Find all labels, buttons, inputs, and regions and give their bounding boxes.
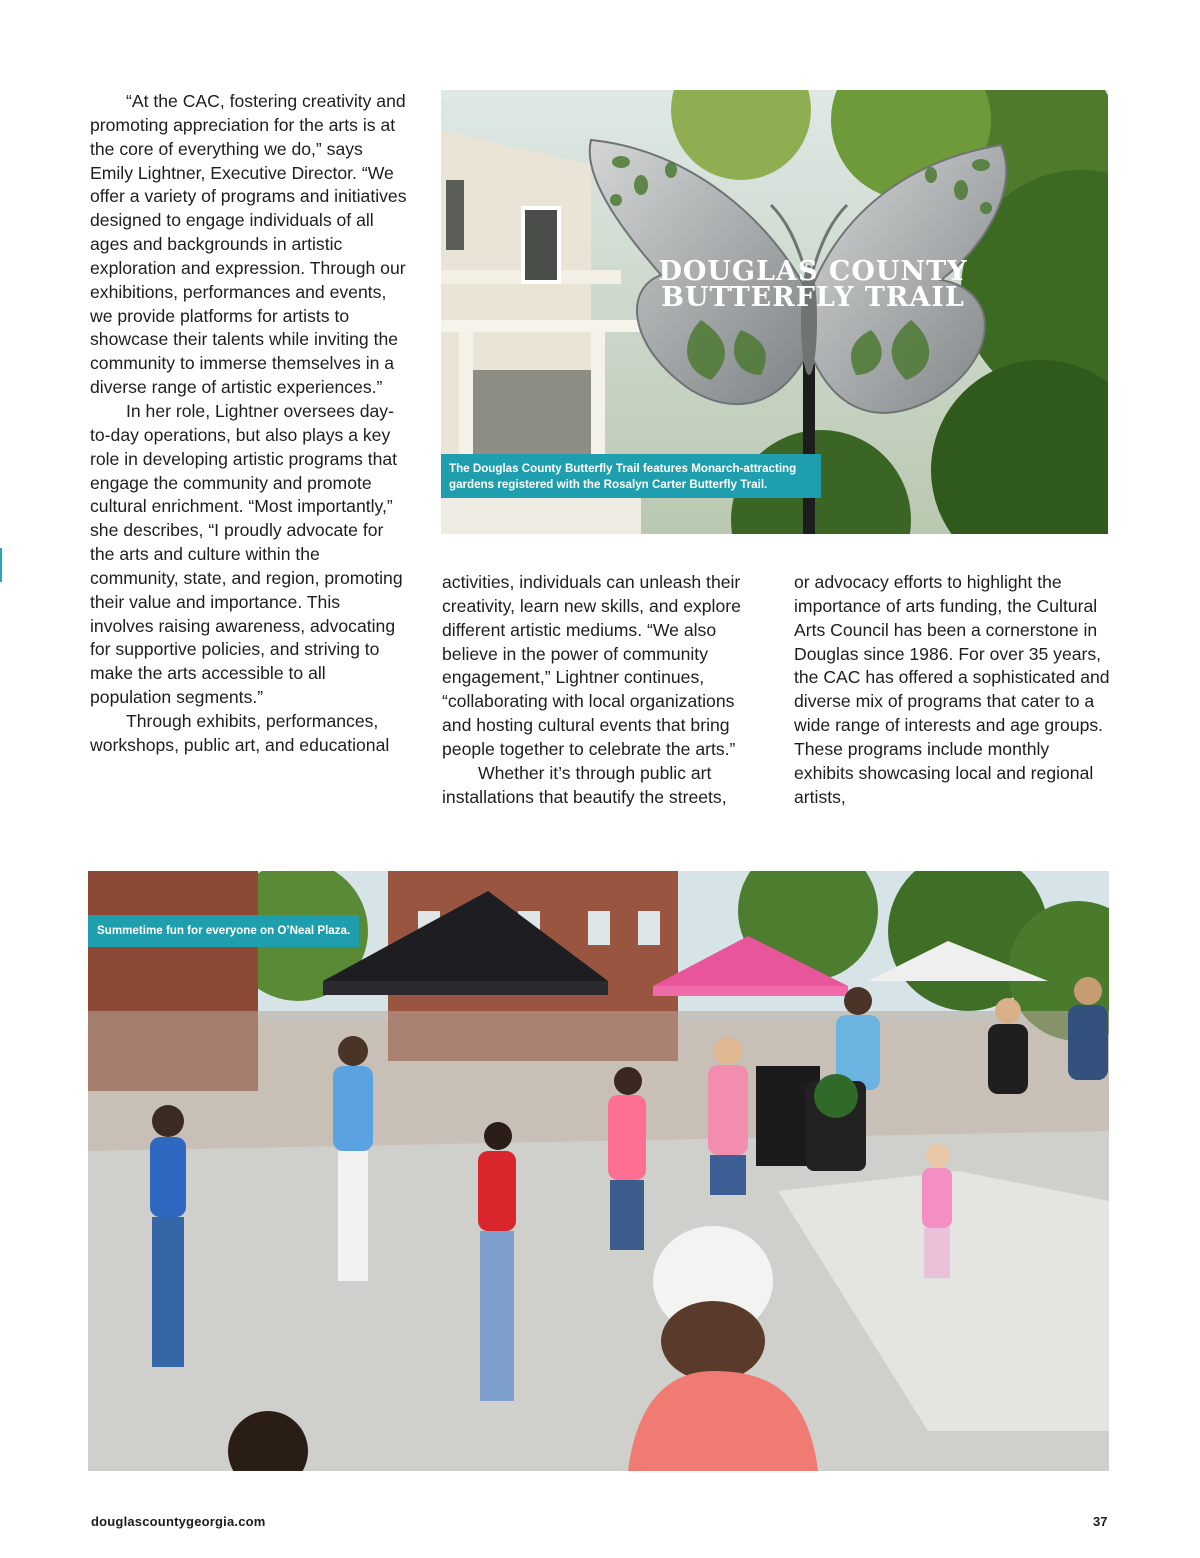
paragraph: “At the CAC, fostering creativity and promoting appreciation for the arts is at the core of everything we do,” says Emily Lightner, Executive Director. “We offer a variety of programs and initiatives designed to engage individuals of all ages and backgrounds in artistic exploration and expression. Through our exhibitions, performances and events, we provide platforms for artists to showcase their talents while inviting the community to immerse themselves in a diverse range of artistic experiences.” xyxy=(90,91,407,398)
footer-website: douglascountygeorgia.com xyxy=(91,1514,266,1529)
paragraph: or advocacy efforts to highlight the importance of arts funding, the Cultural Arts Council has been a cornerstone in Douglas since 1986. For over 35 years, the CAC has offered a sophisticated and diverse mix of programs that cater to a wide range of interests and age groups. These programs include monthly exhibits showcasing local and regional artists, xyxy=(794,572,1110,807)
page-number: 37 xyxy=(1093,1514,1108,1529)
paragraph: Whether it’s through public art installations that beautify the streets, xyxy=(442,762,727,807)
photo-caption-top: The Douglas County Butterfly Trail features Monarch-attracting gardens registered with the Rosalyn Carter Butterfly Trail. xyxy=(441,454,821,498)
article-column-middle xyxy=(442,571,764,809)
photo-caption-bottom: Summetime fun for everyone on O’Neal Plaza. xyxy=(88,915,359,947)
margin-marker xyxy=(0,548,2,582)
paragraph: In her role, Lightner oversees day-to-day operations, but also plays a key role in developing artistic programs that engage the community and promote cultural enrichment. “Most importantly,” she describes, “I proudly advocate for the arts and culture within the community, state, and region, promoting their value and importance. This involves raising awareness, advocating for supportive policies, and striving to make the arts accessible to all population segments.” xyxy=(90,400,403,708)
plaza-dance-illustration xyxy=(88,871,1109,1471)
article-column-left xyxy=(90,90,408,758)
oneal-plaza-photo xyxy=(88,871,1109,1471)
article-column-right xyxy=(794,571,1112,809)
sign-text-line-1: DOUGLAS COUNTY xyxy=(658,256,968,287)
sign-text-line-2: BUTTERFLY TRAIL xyxy=(661,282,965,313)
paragraph: activities, individuals can unleash their creativity, learn new skills, and explore different artistic mediums. “We also believe in the power of community engagement,” Lightner continues, “collaborating with local organizations and hosting cultural events that bring people together to celebrate the arts.” xyxy=(442,572,741,759)
paragraph: Through exhibits, performances, workshops, public art, and educational xyxy=(90,710,390,755)
